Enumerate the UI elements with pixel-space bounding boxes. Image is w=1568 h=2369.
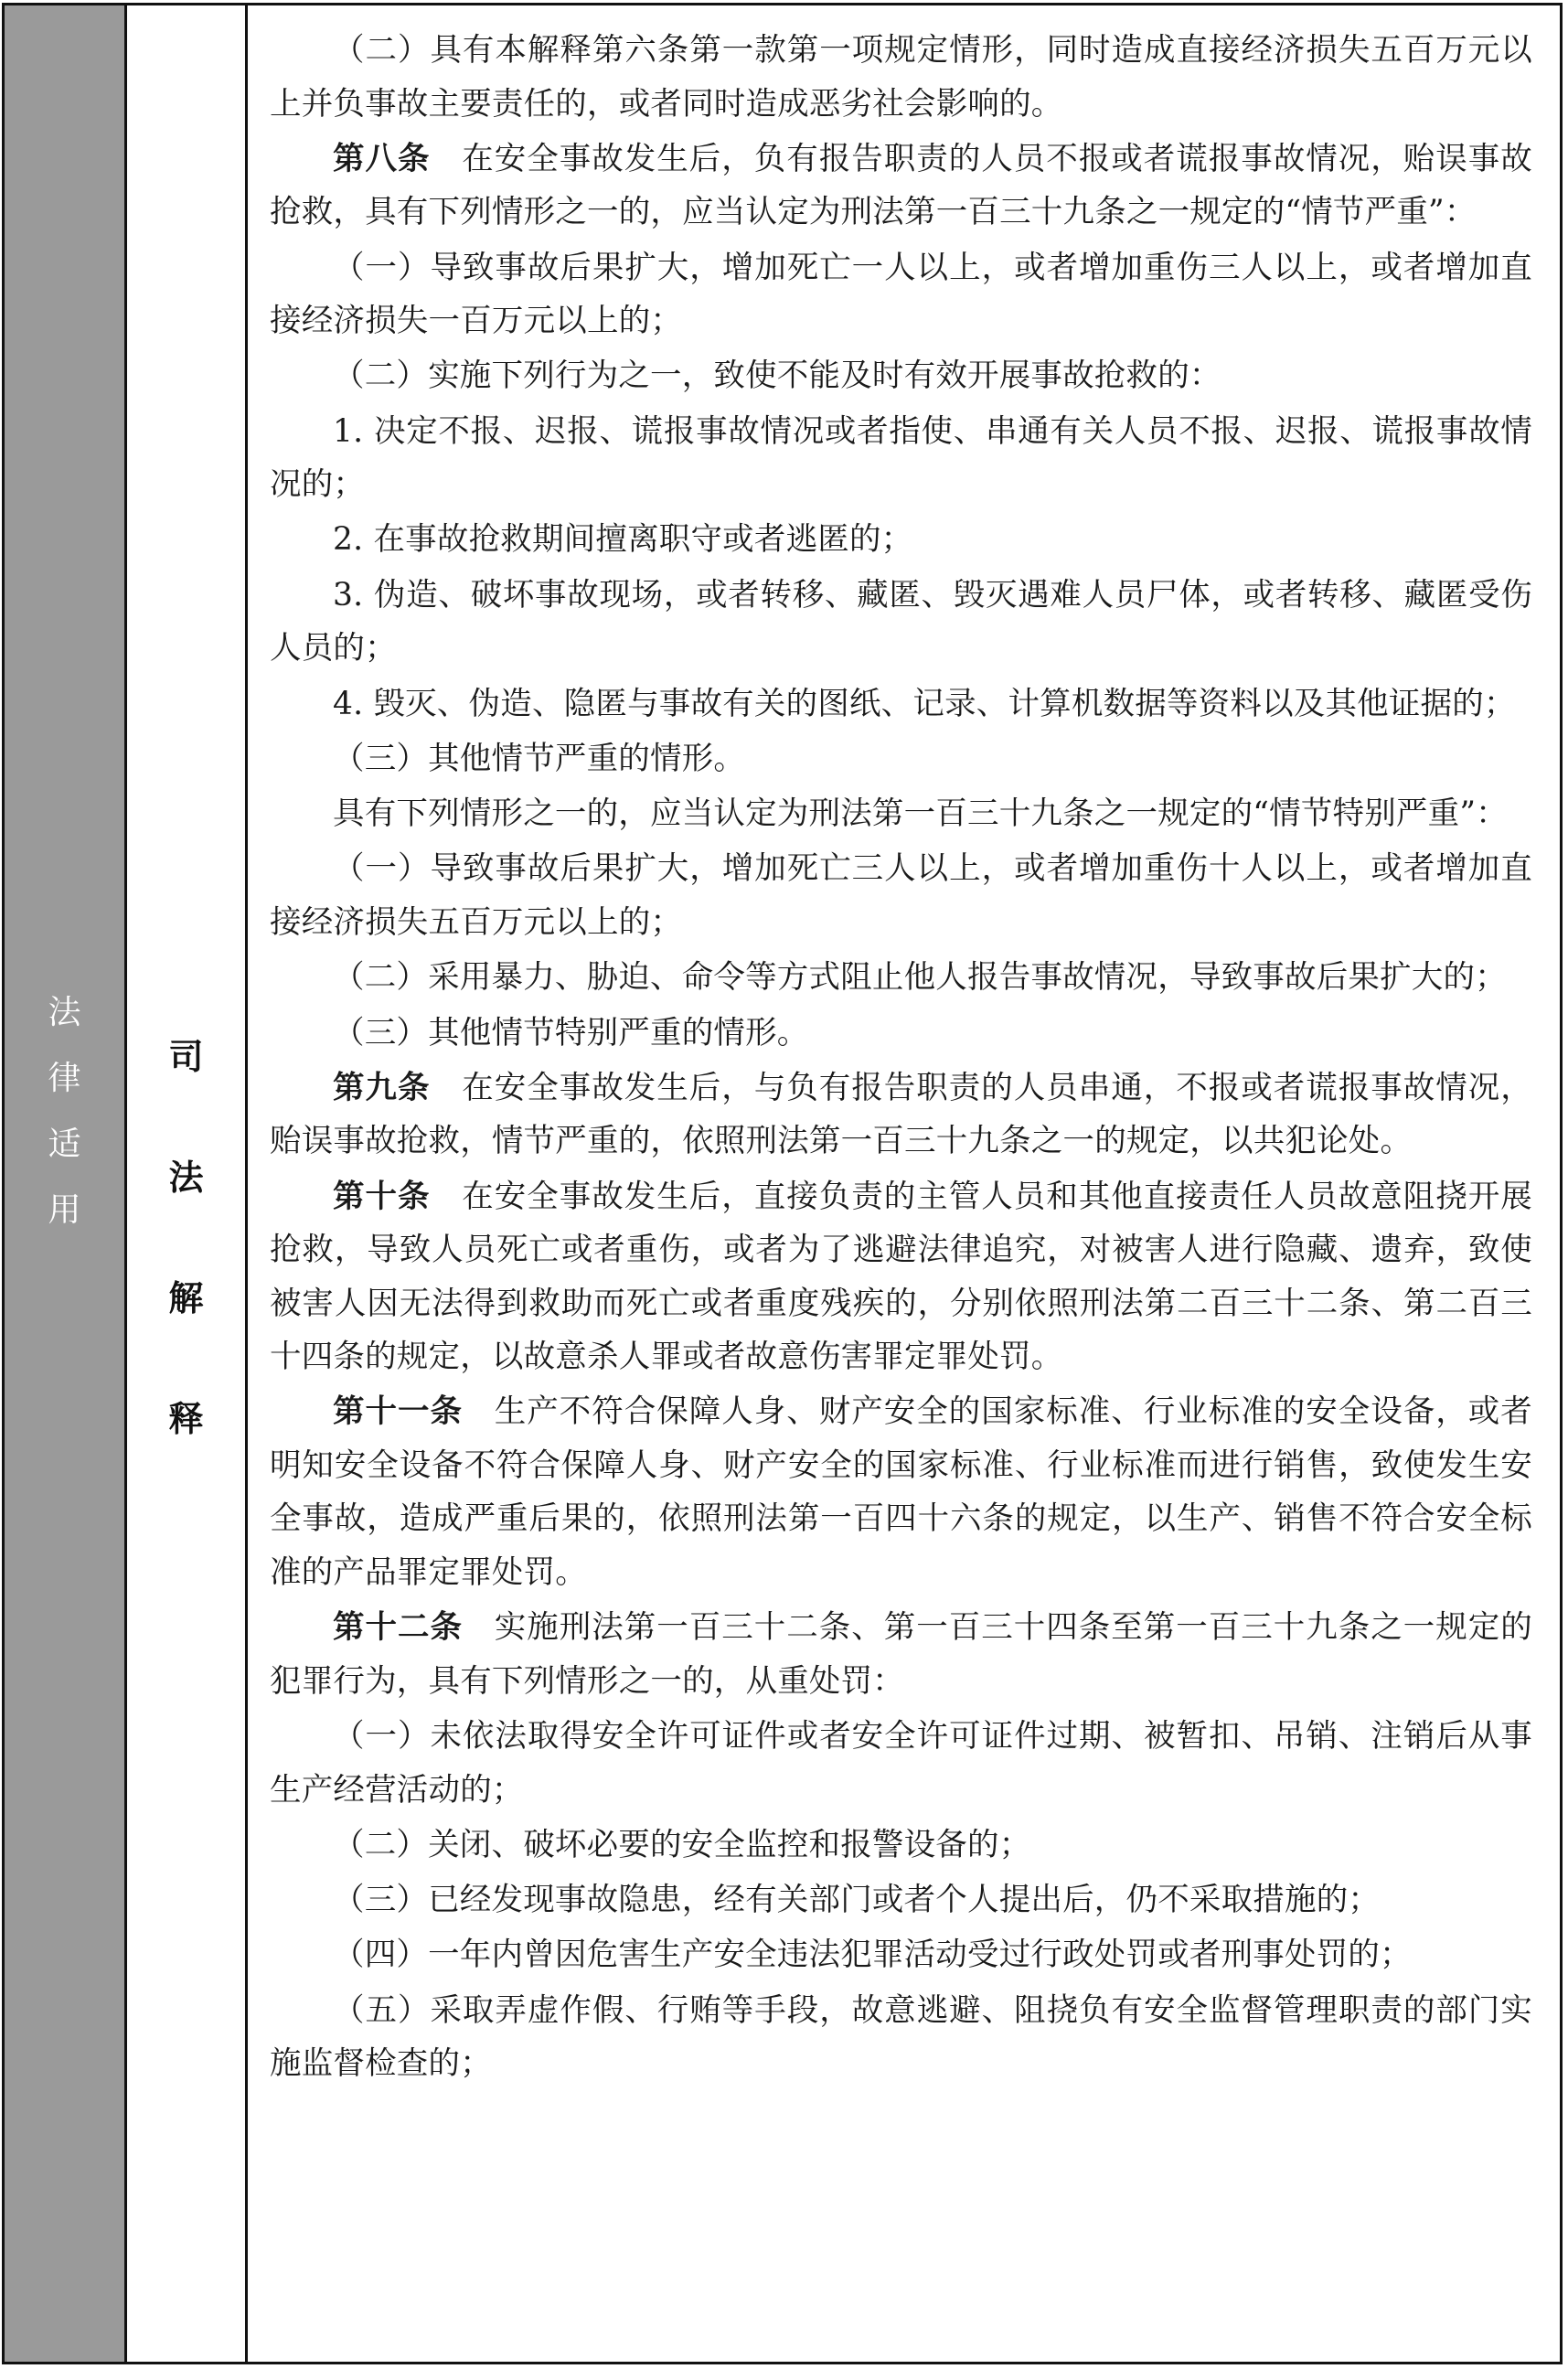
clause-paragraph (270, 1873, 1532, 1927)
article-paragraph (270, 1170, 1532, 1384)
paragraph-text: 2. 在事故抢救期间擅离职守或者逃匿的； (333, 521, 913, 559)
paragraph-text: （一）导致事故后果扩大，增加死亡三人以上，或者增加重伤十人以上，或者增加直接经济损失五百万元以上的； (270, 850, 1532, 941)
clause-paragraph (270, 349, 1532, 403)
paragraph-text: （五）采取弄虚作假、行贿等手段，故意逃避、阻挠负有安全监督管理职责的部门实施监督检查的； (270, 1991, 1532, 2083)
clause-paragraph (270, 678, 1532, 731)
subcategory-label (127, 997, 245, 1479)
subcategory-char: 解 (168, 1278, 204, 1318)
category-char: 律 (48, 1060, 81, 1097)
paragraph-text: （三）其他情节特别严重的情形。 (333, 1014, 809, 1051)
paragraph-text: （一）未依法取得安全许可证件或者安全许可证件过期、被暂扣、吊销、注销后从事生产经营活动的； (270, 1718, 1532, 1809)
paragraph-text: （二）关闭、破坏必要的安全监控和报警设备的； (333, 1826, 1031, 1863)
paragraph-text: 在安全事故发生后，直接负责的主管人员和其他直接责任人员故意阻挠开展抢救，导致人员死亡或者重伤，或者为了逃避法律追究，对被害人进行隐藏、遗弃，致使被害人因无法得到救助而死亡或者重度残疾的，分别依照刑法第二百三十二条、第二百三十四条的规定，以故意杀人罪或者故意伤害罪定罪处罚。 (270, 1178, 1532, 1376)
clause-paragraph (270, 1819, 1532, 1873)
clause-paragraph (270, 732, 1532, 786)
paragraph-text: 在安全事故发生后，负有报告职责的人员不报或者谎报事故情况，贻误事故抢救，具有下列情形之一的，应当认定为刑法第一百三十九条之一规定的“情节严重”： (270, 140, 1532, 231)
article-number: 第八条 (333, 140, 431, 177)
paragraph-text: （三）已经发现事故隐患，经有关部门或者个人提出后，仍不采取措施的； (333, 1882, 1381, 1919)
paragraph-text: （一）导致事故后果扩大，增加死亡一人以上，或者增加重伤三人以上，或者增加直接经济损失一百万元以上的； (270, 249, 1532, 340)
article-number: 第十条 (333, 1178, 431, 1215)
clause-paragraph (270, 513, 1532, 567)
clause-paragraph (270, 951, 1532, 1005)
article-number: 第十一条 (333, 1393, 463, 1431)
clause-paragraph (270, 787, 1532, 841)
subcategory-char: 司 (168, 1037, 204, 1077)
clause-paragraph (270, 1007, 1532, 1061)
paragraph-text: 实施刑法第一百三十二条、第一百三十四条至第一百三十九条之一规定的犯罪行为，具有下列情形之一的，从重处罚： (270, 1609, 1532, 1700)
article-paragraph (270, 133, 1532, 240)
article-paragraph (270, 1062, 1532, 1168)
category-char: 适 (48, 1126, 81, 1163)
paragraph-text: （三）其他情节严重的情形。 (333, 740, 746, 777)
paragraph-text: （二）实施下列行为之一，致使不能及时有效开展事故抢救的： (333, 357, 1221, 395)
subcategory-char: 释 (168, 1399, 204, 1439)
article-paragraph (270, 1601, 1532, 1708)
article-number: 第九条 (333, 1069, 431, 1106)
main-text-column (248, 5, 1560, 2362)
paragraph-text: 在安全事故发生后，与负有报告职责的人员串通，不报或者谎报事故情况，贻误事故抢救，情节严重的，依照刑法第一百三十九条之一的规定，以共犯论处。 (270, 1069, 1532, 1160)
article-number: 第十二条 (333, 1609, 463, 1647)
article-paragraph (270, 1385, 1532, 1599)
category-label (5, 980, 124, 1243)
category-char: 用 (48, 1191, 81, 1229)
paragraph-text: 4. 毁灭、伪造、隐匿与事故有关的图纸、记录、计算机数据等资料以及其他证据的； (333, 685, 1516, 722)
paragraph-text: 3. 伪造、破坏事故现场，或者转移、藏匿、毁灭遇难人员尸体，或者转移、藏匿受伤人员的； (270, 576, 1532, 667)
paragraph-text: 生产不符合保障人身、财产安全的国家标准、行业标准的安全设备，或者明知安全设备不符合保障人身、财产安全的国家标准、行业标准而进行销售，致使发生安全事故，造成严重后果的，依照刑法第一百四十六条的规定，以生产、销售不符合安全标准的产品罪定罪处罚。 (270, 1393, 1532, 1591)
paragraph-text: 1. 决定不报、迟报、谎报事故情况或者指使、串通有关人员不报、迟报、谎报事故情况的； (270, 412, 1532, 504)
subcategory-char: 法 (168, 1158, 204, 1198)
paragraph-text: 具有下列情形之一的，应当认定为刑法第一百三十九条之一规定的“情节特别严重”： (333, 795, 1508, 833)
paragraph-text: （四）一年内曾因危害生产安全违法犯罪活动受过行政处罚或者刑事处罚的； (333, 1937, 1412, 1974)
table-frame (2, 3, 1563, 2364)
clause-paragraph (270, 569, 1532, 676)
clause-paragraph (270, 1928, 1532, 1982)
clause-paragraph (270, 1984, 1532, 2091)
clause-paragraph (270, 842, 1532, 949)
category-char: 法 (48, 994, 81, 1031)
subcategory-column (127, 5, 248, 2362)
clause-paragraph (270, 1710, 1532, 1817)
category-column (5, 5, 127, 2362)
paragraph-text: （二）具有本解释第六条第一款第一项规定情形，同时造成直接经济损失五百万元以上并负事故主要责任的，或者同时造成恶劣社会影响的。 (270, 32, 1532, 123)
paragraph-text: （二）采用暴力、胁迫、命令等方式阻止他人报告事故情况，导致事故后果扩大的； (333, 959, 1507, 997)
clause-paragraph (270, 24, 1532, 131)
clause-paragraph (270, 405, 1532, 512)
clause-paragraph (270, 241, 1532, 348)
